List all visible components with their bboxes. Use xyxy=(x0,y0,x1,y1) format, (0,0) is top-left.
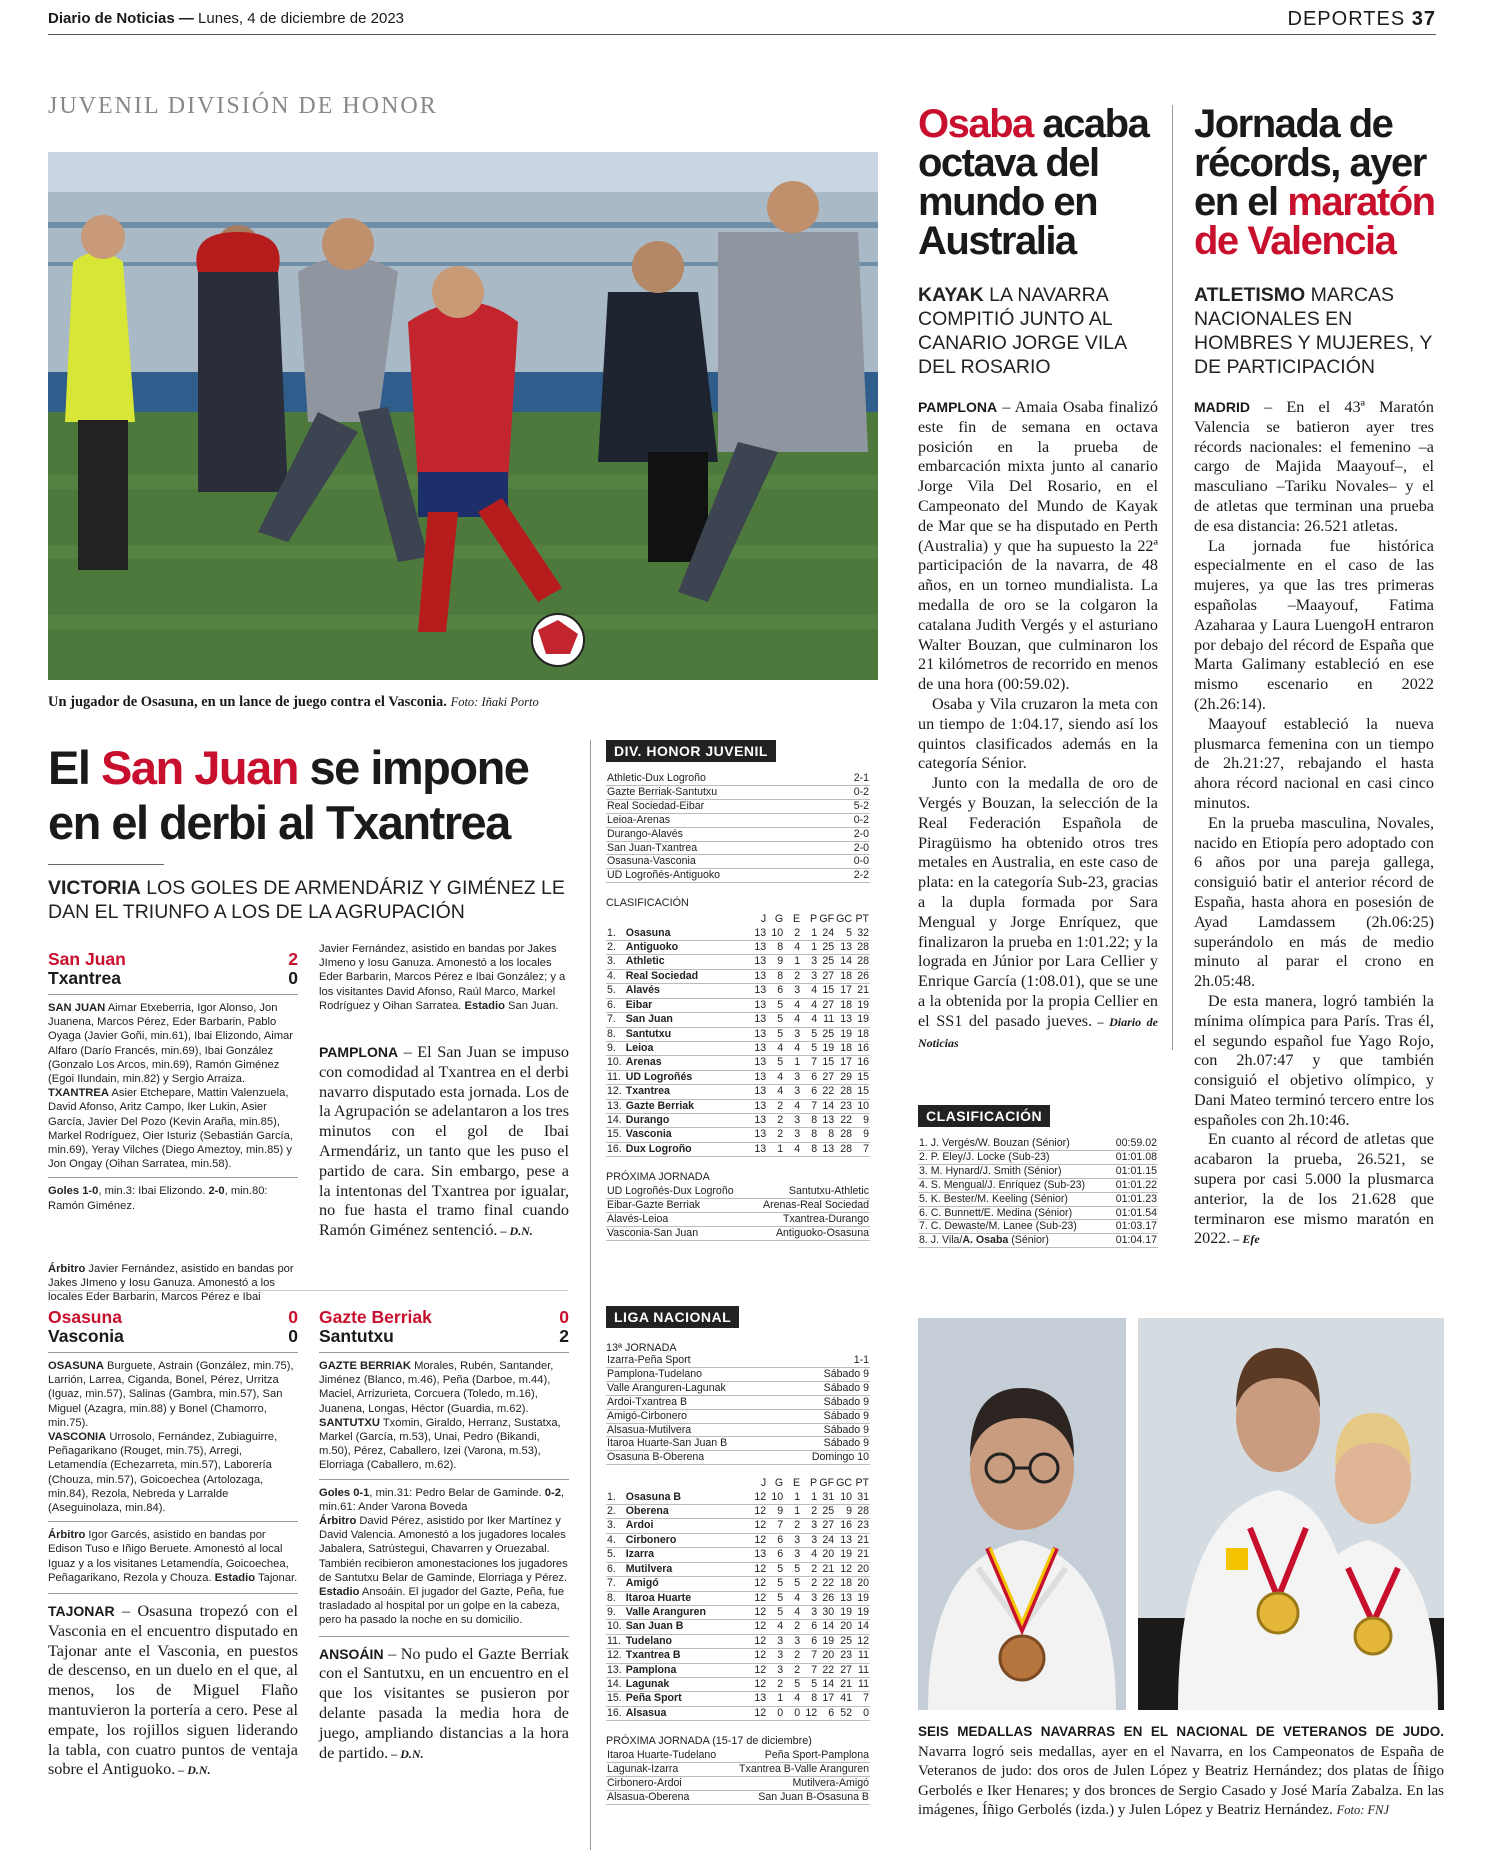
standings-row: 8. Itaroa Huarte 12 5 4 3 26 13 19 xyxy=(607,1591,869,1604)
result-row: Izarra-Peña Sport 1-1 xyxy=(607,1354,869,1366)
result-row: Amigó-Cirbonero Sábado 9 xyxy=(607,1409,869,1422)
next-fixture-row: Alsasua-Oberena San Juan B-Osasuna B xyxy=(607,1790,869,1803)
result-row: San Juan-Txantrea 2-0 xyxy=(607,841,869,854)
standings-row: 16. Dux Logroño 13 1 4 8 13 28 7 xyxy=(607,1142,869,1155)
standings-row: 4. Cirbonero 12 6 3 3 24 13 21 xyxy=(607,1533,869,1546)
result-row: Real Sociedad-Eibar 5-2 xyxy=(607,799,869,812)
standings-row: 14. Lagunak 12 2 5 5 14 21 11 xyxy=(607,1677,869,1690)
next-fixture-row: UD Logroñés-Dux Logroño Santutxu-Athletic xyxy=(607,1185,869,1198)
div-honor-class-label: CLASIFICACIÓN xyxy=(606,897,689,910)
osaba-headline: Osaba acaba octava del mundo en Australia xyxy=(918,102,1149,263)
standings-row: 3. Athletic 13 9 1 3 25 14 28 xyxy=(607,955,869,968)
osaba-result-row: 6. C. Bunnett/E. Medina (Sénior) 01:01.54 xyxy=(919,1206,1157,1219)
osaba-result-row: 2. P. Eley/J. Locke (Sub-23) 01:01.08 xyxy=(919,1150,1157,1163)
standings-row: 10. San Juan B 12 4 2 6 14 20 14 xyxy=(607,1620,869,1633)
main-headline: El San Juan se impone en el derbi al Txantrea xyxy=(48,741,529,849)
standings-row: 16. Alsasua 12 0 0 12 6 52 0 xyxy=(607,1706,869,1719)
standings-row: 5. Izarra 13 6 3 4 20 19 21 xyxy=(607,1548,869,1561)
osaba-result-row: 3. M. Hynard/J. Smith (Sénior) 01:01.15 xyxy=(919,1164,1157,1177)
next-fixture-row: Vasconia-San Juan Antiguoko-Osasuna xyxy=(607,1226,869,1239)
page-header-right: DEPORTES 37 xyxy=(1287,8,1436,30)
football-photo xyxy=(48,152,878,680)
standings-row: 15. Peña Sport 13 1 4 8 17 41 7 xyxy=(607,1692,869,1705)
osaba-result-row: 4. S. Mengual/J. Enríquez (Sub-23) 01:01.22 xyxy=(919,1178,1157,1191)
main-story-body: PAMPLONA – El San Juan se impuso con comodidad al Txantrea en el derbi navarro disputado esta jornada. Los de la Agrupación se adelantaron a los tres minutos con el gol de Ibai Armendáriz, un tanto que les puso el partido de cara. Sin embargo, pese a la intentonas del Txantrea por igualar, no fue hasta el tramo final cuando Ramón Giménez sentenció. – D.N. xyxy=(319,1043,569,1240)
judo-photo-right xyxy=(1138,1318,1444,1710)
standings-row: 14. Durango 13 2 3 8 13 22 9 xyxy=(607,1113,869,1126)
standings-row: 4. Real Sociedad 13 8 2 3 27 18 26 xyxy=(607,969,869,982)
liga-nacional-next xyxy=(606,1749,870,1805)
page-header-left: Diario de Noticias — Lunes, 4 de diciembre de 2023 xyxy=(48,10,405,27)
referee-sanjuan-cont: Javier Fernández, asistido en bandas por Jakes JImeno y Iosu Ganuza. Amonestó a los locales Eder Barbarin, Marcos Pérez e Ibai González; y a los visitantes David Afonso, Raúl Marco, Markel Rodríguez y Oihan Sarratea. Estadio San Juan. xyxy=(319,943,566,1012)
osaba-results: CLASIFICACIÓN 1. J. Vergés/W. Bouzan (Sénior) 00:59.02 2. P. Eley/J. Locke (Sub-23) 01:01.08 3. M. Hynard/J. Smith (Sénior) 01:01.15 4. S. Mengual/J. Enríquez (Sub-23) 01:01.22 5. K. Bester/M. Keeling (Sénior) 01:01.23 6. C. Bunnett/E. Medina (Sénior) 01:01.54 7. C. Dewaste/M. Lanee (Sub-23) 01:03.17 8. J. Vila/A. Osaba (Sénior) 01:04.17 xyxy=(918,1105,1158,1248)
div-honor-panel xyxy=(606,740,870,1241)
standings-row: 7. Amigó 12 5 5 2 22 18 20 xyxy=(607,1577,869,1590)
liga-next-label: PRÓXIMA JORNADA (15-17 de diciembre) xyxy=(606,1735,812,1748)
liga-round-label: 13ª JORNADA xyxy=(606,1342,677,1354)
osaba-subhead: KAYAK LA NAVARRA COMPITIÓ JUNTO AL CANARIO JORGE VILA DEL ROSARIO xyxy=(918,284,1127,378)
standings-row: 11. Tudelano 12 3 3 6 19 25 12 xyxy=(607,1634,869,1647)
standings-row: 6. Mutilvera 12 5 5 2 21 12 20 xyxy=(607,1562,869,1575)
liga-nacional-panel xyxy=(606,1306,870,1805)
div-honor-results xyxy=(606,772,870,883)
result-row: Gazte Berriak-Santutxu 0-2 xyxy=(607,785,869,798)
result-row: Osasuna B-Oberena Domingo 10 xyxy=(607,1451,869,1464)
judo-caption: SEIS MEDALLAS NAVARRAS EN EL NACIONAL DE VETERANOS DE JUDO. Navarra logró seis medallas, ayer en el Navarra, en los Campeonatos de España de Veteranos de judo: dos oros de Julen López y Beatriz Hernández; dos platas de Íñigo Gerbolés e Iker Henares; y dos bronces de Sergio Casado y José María Zabalza. En las imágenes, Íñigo Gerbolés (izda.) y Julen López y Beatriz Hernández. Foto: FNJ xyxy=(918,1724,1444,1818)
headline-rule xyxy=(48,864,164,865)
div-honor-next-label: PRÓXIMA JORNADA xyxy=(606,1171,710,1184)
judo-photo-left xyxy=(918,1318,1126,1710)
standings-row: 3. Ardoi 12 7 2 3 27 16 23 xyxy=(607,1519,869,1532)
result-row: Athletic-Dux Logroño 2-1 xyxy=(607,772,869,784)
match-sheet-osasuna: Osasuna 0 Vasconia 0 OSASUNA Burguete, Astrain (González, min.75), Larrión, Larrea, Ciganda, Bonel, Pérez, Urritza (Iguaz, min.57), Salinas (Gambra, min.57), San Miguel (Azagra, min.88) y Bonel (Chamorro, min.75). VASCONIA Urrosolo, Fernández, Zubiaguirre, Peñagarikano (Rouget, min.75), Arregi, Letamendía (Echezarreta, min.57), Laborería (Chouza, min.57), Goicoechea (Artolozaga, min.84), Rezola, Nebreda y Larralde (Aseguinolaza, min.84). Árbitro Igor Garcés, asistido en bandas por Edison Tuso e Iñigo Beruete. Amonestó al local Iguaz y a los visitanes Letamendía, Goicoechea, Peñagarikano, Rezola y Chouza. Estadio Tajonar. TAJONAR – Osasuna tropezó con el Vasconia en el encuentro disputado en Tajonar ante el Vasconia, en puestos de descenso, en un duelo en el que, al menos, los de Miguel Flaño mantuvieron la portería a cero. Pese al empate, los rojillos siguen liderando la tabla, con cuatro puntos de ventaja sobre el Antiguoko. – D.N. xyxy=(48,1308,298,1781)
standings-row: 15. Vasconia 13 2 3 8 8 28 9 xyxy=(607,1128,869,1141)
section-kicker: JUVENIL DIVISIÓN DE HONOR xyxy=(48,93,438,119)
standings-header: J G E P GF GC PT xyxy=(760,1477,869,1490)
home-score-line: San Juan 2 xyxy=(48,949,298,969)
div-honor-tag: DIV. HONOR JUVENIL xyxy=(606,740,776,762)
result-row: Valle Aranguren-Lagunak Sábado 9 xyxy=(607,1381,869,1394)
next-fixture-row: Cirbonero-Ardoi Mutilvera-Amigó xyxy=(607,1776,869,1789)
standings-row: 7. San Juan 13 5 4 4 11 13 19 xyxy=(607,1013,869,1026)
result-row: Ardoi-Txantrea B Sábado 9 xyxy=(607,1395,869,1408)
standings-row: 9. Valle Aranguren 12 5 4 3 30 19 19 xyxy=(607,1605,869,1618)
match-sheet-gazte: Gazte Berriak 0 Santutxu 2 GAZTE BERRIAK Morales, Rubén, Santander, Jiménez (Blanco, m.46), Peña (Darboe, m.44), Maciel, Arrizurieta, Corcuera (Toledo, m.16), Juanena, Longas, Héctor (Guardia, m.62). SANTUTXU Txomin, Giraldo, Herranz, Sustatxa, Markel (García, m.53), Unai, Pedro (Bikandi, m.50), Pérez, Caballero, Izei (Varona, m.53), Elorriaga (Caballero, m.62). Goles 0-1, min.31: Pedro Belar de Gaminde. 0-2, min.61: Ander Varona Boveda Árbitro David Pérez, asistido por Iker Martínez y David Valencia. Amonestó a los jugadores locales Jabalera, Satrústegui, Chavarren y Oruezabal. También recibieron amonestaciones los jugadores de Santutxu Belar de Gaminde, Elorriaga y Pérez. Estadio Ansoáin. El jugador del Gazte, Peña, fue trasladado al hospital por un golpe en la cabeza, pero ha pasado la noche en su domicilio. ANSOÁIN – No pudo el Gazte Berriak con el Santutxu, en un encuentro en el que los visitantes se pusieron por delante pasada la media hora de juego, ampliando distancias a la hora de partido. – D.N. xyxy=(319,1308,569,1764)
standings-row: 2. Antiguoko 13 8 4 1 25 13 28 xyxy=(607,941,869,954)
gazte-body: ANSOÁIN – No pudo el Gazte Berriak con el Santutxu, en un encuentro en el que los visitantes se pusieron por delante pasada la media hora de juego, ampliando distancias a la hora de partido. – D.N. xyxy=(319,1644,569,1762)
osaba-body: PAMPLONA – Amaia Osaba finalizó este fin de semana en octava posición en la prueba de embarcación mixta junto al canario Jorge Vila Del Rosario, en el Campeonato del Mundo de Kayak de Mar que se ha disputado en Perth (Australia) y que ha supuesto la 22ª participación de la navarra, de 48 años, en un torneo mundialista. La medalla de oro se la colgaron la catalana Judith Vergés y el asturiano Walter Bouzan, que culminaron los 21 kilómetros de recorrido en menos de una hora (00:59.02). Osaba y Vila cruzaron la meta con un tiempo de 1:04.17, siendo así los quintos clasificados además en la categoría Sénior. Junto con la medalla de oro de Vergés y Bouzan, la selección de la Real Federación Española de Piragüismo ha obtenido otros tres metales en Australia, en este caso de plata: en la categoría Sub-23, gracias a la dupla formada por Sara Mengual y Jorge Enríquez, que finalizaron la prueba en 1:01.22; y la lograda en Júnior por Lara Cellier y Enrique García (1:08.01), que se une a la obtenida por la propia Cellier en el SS1 del pasado jueves. – Diario de Noticias xyxy=(918,398,1158,1050)
result-row: Alsasua-Mutilvera Sábado 9 xyxy=(607,1423,869,1436)
liga-nacional-tag: LIGA NACIONAL xyxy=(606,1306,739,1328)
div-honor-next xyxy=(606,1185,870,1241)
standings-row: 9. Leioa 13 4 4 5 19 18 16 xyxy=(607,1041,869,1054)
next-fixture-row: Lagunak-Izarra Txantrea B-Valle Aranguren xyxy=(607,1763,869,1776)
standings-row: 12. Txantrea B 12 3 2 7 20 23 11 xyxy=(607,1649,869,1662)
result-row: Osasuna-Vasconia 0-0 xyxy=(607,855,869,868)
result-row: Durango-Alavés 2-0 xyxy=(607,827,869,840)
osaba-result-row: 1. J. Vergés/W. Bouzan (Sénior) 00:59.02 xyxy=(919,1137,1157,1149)
result-row: UD Logroñés-Antiguoko 2-2 xyxy=(607,869,869,882)
next-fixture-row: Itaroa Huarte-Tudelano Peña Sport-Pamplona xyxy=(607,1749,869,1762)
next-fixture-row: Alavés-Leioa Txantrea-Durango xyxy=(607,1212,869,1225)
osasuna-body: TAJONAR – Osasuna tropezó con el Vasconia en el encuentro disputado en Tajonar ante el Vasconia, en puestos de descenso, en un duelo en el que, al menos, los de Miguel Flaño mantuvieron la portería a cero. Pese al empate, los rojillos siguen liderando la tabla, con cuatro puntos de ventaja sobre el Antiguoko. – D.N. xyxy=(48,1602,298,1779)
standings-row: 2. Oberena 12 9 1 2 25 9 28 xyxy=(607,1505,869,1518)
photo-caption: Un jugador de Osasuna, en un lance de juego contra el Vasconia. Foto: Iñaki Porto xyxy=(48,694,539,710)
header-rule xyxy=(48,34,1436,35)
div-honor-standings xyxy=(606,913,870,1157)
column-rule-2 xyxy=(1172,105,1173,1050)
maraton-body: MADRID – En el 43ª Maratón Valencia se batieron ayer tres récords nacionales: el femenino –a cargo de Majida Maayouf–, el masculiano –Tariku Novales– y el de atletas que terminan una prueba de esa distancia: 26.521 atletas. La jornada fue histórica especialmente en el caso de las mujeres, ya que las tres primeras españolas –Maayouf, Fatima Azaharaa y Laura LuengoH entraron por debajo del récord de España que Marta Galimany estableció en ese mismo escenario en 2022 (2h.26:14). Maayouf estableció la nueva plusmarca femenina con un tiempo de 2h.21:27, rebajando el hasta ahora récord nacional en casi cinco minutos. En la prueba masculina, Novales, nacido en Etiopía pero adoptado con 6 años por una pareja gallega, consiguió batir el anterior récord de España, hasta ahora en posesión de Ayad Lamdassem (2h.06:25) superándolo en más de medio minuto al parar el crono en 2h.05:48. De esta manera, logró también la mínima olímpica para París. Tras él, el segundo español fue Yago Rojo, con 2h.07:47 y que también consiguió el objetivo olímpico, y Dani Mateo terminó tercero entre los españoles con 2h.10:46. En cuanto al récord de atletas que acabaron la prueba, 26.521, se supera por casi 5.000 la plusmarca anterior, la de los 21.628 que terminaron ese mismo maratón en 2022. – Efe xyxy=(1194,398,1434,1248)
next-fixture-row: Eibar-Gazte Berriak Arenas-Real Sociedad xyxy=(607,1199,869,1212)
standings-row: 6. Eibar 13 5 4 4 27 18 19 xyxy=(607,998,869,1011)
main-subhead: VICTORIA LOS GOLES DE ARMENDÁRIZ Y GIMÉNEZ LE DAN EL TRIUNFO A LOS DE LA AGRUPACIÓN xyxy=(48,877,565,923)
standings-row: 10. Arenas 13 5 1 7 15 17 16 xyxy=(607,1056,869,1069)
standings-row: 13. Pamplona 12 3 2 7 22 27 11 xyxy=(607,1663,869,1676)
lineup-away: TXANTREA Asier Etchepare, Mattin Valenzuela, David Afonso, Aritz Campo, Iker Lukin, Asier García, Javier Del Pozo (Kevin Araña, min.85), Markel Rodríguez, Oier Isturiz (Sebastián García, min.69), Yeray Vilches (Diego Ameztoy, min.85) y Jon Ongay (Oihan Sarratea, min.58). xyxy=(48,1087,293,1171)
lineup-home: SAN JUAN Aimar Etxeberria, Igor Alonso, Jon Juanena, Marcos Pérez, Eder Barbarin, Pablo Oyaga (Javier Goñi, min.61), Ibai Elizondo, Aimar Alfaro (Darío Francés, min.69), Ibai González (Gonzalo Los Arcos, min.69), Ramón Giménez (Egoi Ilundain, min.82) y Sergio Arraiza. xyxy=(48,1002,293,1086)
referee-sanjuan: Árbitro Javier Fernández, asistido en bandas por Jakes JImeno y Iosu Ganuza. Amonestó a los locales Eder Barbarin, Marcos Pérez e Ibai xyxy=(48,1263,294,1302)
osaba-result-row: 8. J. Vila/A. Osaba (Sénior) xyxy=(918,1234,1099,1247)
standings-row: 5. Alavés 13 6 3 4 15 17 21 xyxy=(607,984,869,997)
liga-nacional-results xyxy=(606,1354,870,1465)
osaba-results-tag: CLASIFICACIÓN xyxy=(918,1105,1050,1127)
standings-header: J G E P GF GC PT xyxy=(760,913,869,926)
maraton-subhead: ATLETISMO MARCAS NACIONALES EN HOMBRES Y MUJERES, Y DE PARTICIPACIÓN xyxy=(1194,284,1433,378)
standings-row: 8. Santutxu 13 5 3 5 25 19 18 xyxy=(607,1027,869,1040)
standings-row: 11. UD Logroñés 13 4 3 6 27 29 15 xyxy=(607,1070,869,1083)
standings-row: 13. Gazte Berriak 13 2 4 7 14 23 10 xyxy=(607,1099,869,1112)
osaba-result-row: 7. C. Dewaste/M. Lanee (Sub-23) 01:03.17 xyxy=(919,1220,1157,1233)
result-row: Leioa-Arenas 0-2 xyxy=(607,813,869,826)
result-row: Pamplona-Tudelano Sábado 9 xyxy=(607,1367,869,1380)
section-divider xyxy=(48,1290,568,1291)
standings-row: 1. Osasuna B 12 10 1 1 31 10 31 xyxy=(607,1490,869,1503)
column-rule xyxy=(590,740,591,1850)
standings-row: 1. Osasuna 13 10 2 1 24 5 32 xyxy=(607,926,869,939)
liga-nacional-standings xyxy=(606,1477,870,1721)
maraton-headline: Jornada de récords, ayer en el maratón de Valencia xyxy=(1194,102,1435,263)
away-score-line: Txantrea 0 xyxy=(48,968,298,988)
goals: Goles 1-0, min.3: Ibai Elizondo. 2-0, min.80: Ramón Giménez. xyxy=(48,1185,268,1212)
osaba-result-row: 5. K. Bester/M. Keeling (Sénior) 01:01.23 xyxy=(919,1192,1157,1205)
result-row: Itaroa Huarte-San Juan B Sábado 9 xyxy=(607,1437,869,1450)
standings-row: 12. Txantrea 13 4 3 6 22 28 15 xyxy=(607,1085,869,1098)
match-sheet-sanjuan xyxy=(48,950,298,1213)
